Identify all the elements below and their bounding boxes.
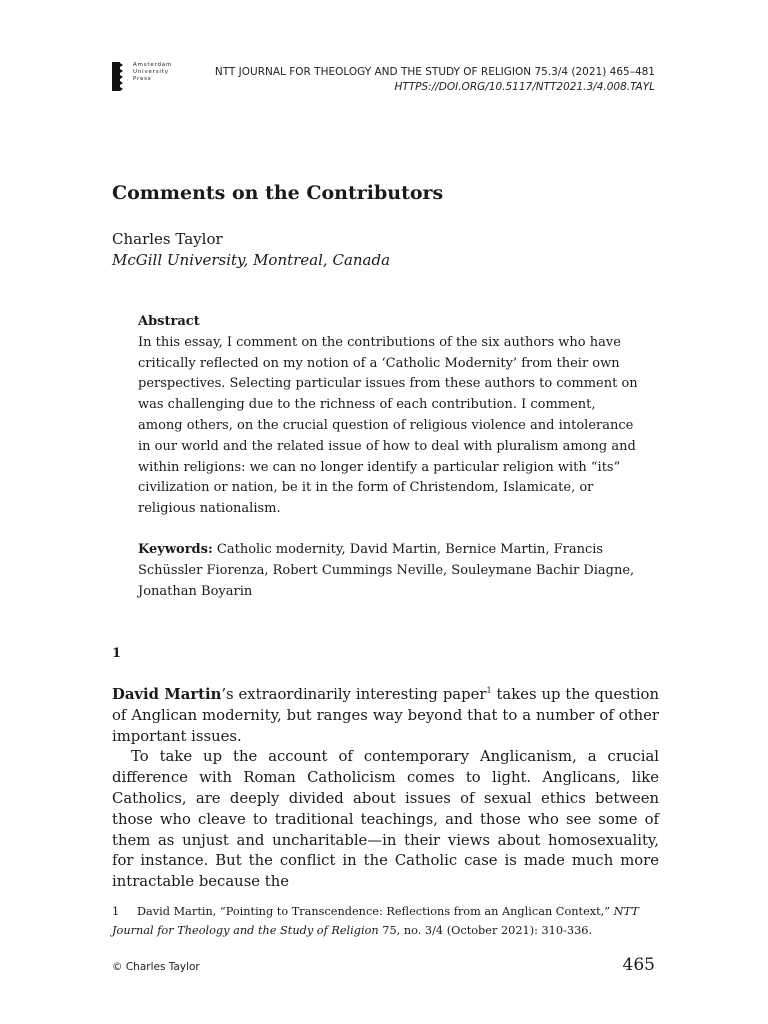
- paragraph-1: David Martin’s extraordinarily interesting paper$^1$ takes up the question of Anglican modernity, but ranges way beyond that to a number of other important issues.: [112, 686, 659, 745]
- footnote-number: 1: [112, 905, 120, 918]
- author-name: Charles Taylor: [112, 230, 223, 248]
- journal-header: [215, 65, 655, 95]
- keywords-text: Catholic modernity, David Martin, Bernice Martin, Francis Schüssler Fiorenza, Robert Cummings Neville, Souleymane Bachir Diagne, Jonathan Boyarin: [138, 542, 635, 599]
- footnote-ref[interactable]: 1: [486, 686, 492, 696]
- body-text: [112, 685, 659, 893]
- copyright: © Charles Taylor: [112, 961, 200, 973]
- journal-citation: NTT JOURNAL FOR THEOLOGY AND THE STUDY OF RELIGION 75.3/4 (2021) 465–481: [214, 66, 655, 78]
- abstract-text: In this essay, I comment on the contributions of the six authors who have critically reflected on my notion of a ‘Catholic Modernity’ from their own perspectives. Selecting particular issues from these authors to comment on was challenging due to the richness of each contribution. I comment, among others, on the crucial question of religious violence and intolerance in our world and the related issue of how to deal with pluralism among and within religions: we can no longer identify a particular religion with “its” civilization or nation, be it in the form of Christendom, Islamicate, or religious nationalism.: [138, 334, 638, 517]
- aup-logo-icon: [112, 62, 123, 91]
- contributor-name: David Martin: [112, 686, 222, 703]
- page-number: 465: [622, 955, 655, 975]
- abstract: [138, 312, 638, 520]
- section-number: 1: [112, 646, 122, 661]
- publisher-logo: [112, 62, 172, 91]
- keywords-label: Keywords:: [138, 542, 213, 557]
- doi-link[interactable]: HTTPS://DOI.ORG/10.5117/NTT2021.3/4.008.TAYL: [394, 81, 655, 93]
- paragraph-2: To take up the account of contemporary Anglicanism, a crucial difference with Roman Catholicism comes to light. Anglicans, like Catholics, are deeply divided about issues of sexual ethics between those who cleave to traditional teachings, and those who see some of them as unjust and uncharitable—in their views about homosexuality, for instance. But the conflict in the Catholic case is made much more intractable because the: [112, 748, 659, 891]
- author-block: [112, 229, 390, 271]
- article-title: Comments on the Contributors: [112, 182, 444, 204]
- keywords: [138, 540, 638, 602]
- abstract-label: Abstract: [138, 314, 200, 329]
- author-affiliation: McGill University, Montreal, Canada: [112, 251, 391, 269]
- footnote-journal: NTT Journal for Theology and the Study of Religion: [112, 905, 639, 937]
- footnote: 1 David Martin, “Pointing to Transcendence: Reflections from an Anglican Context,” NTT Journal for Theology and the Study of Religion 75, no. 3/4 (October 2021): 310-336.: [112, 902, 657, 940]
- publisher-name: Amsterdam University Press: [133, 62, 173, 82]
